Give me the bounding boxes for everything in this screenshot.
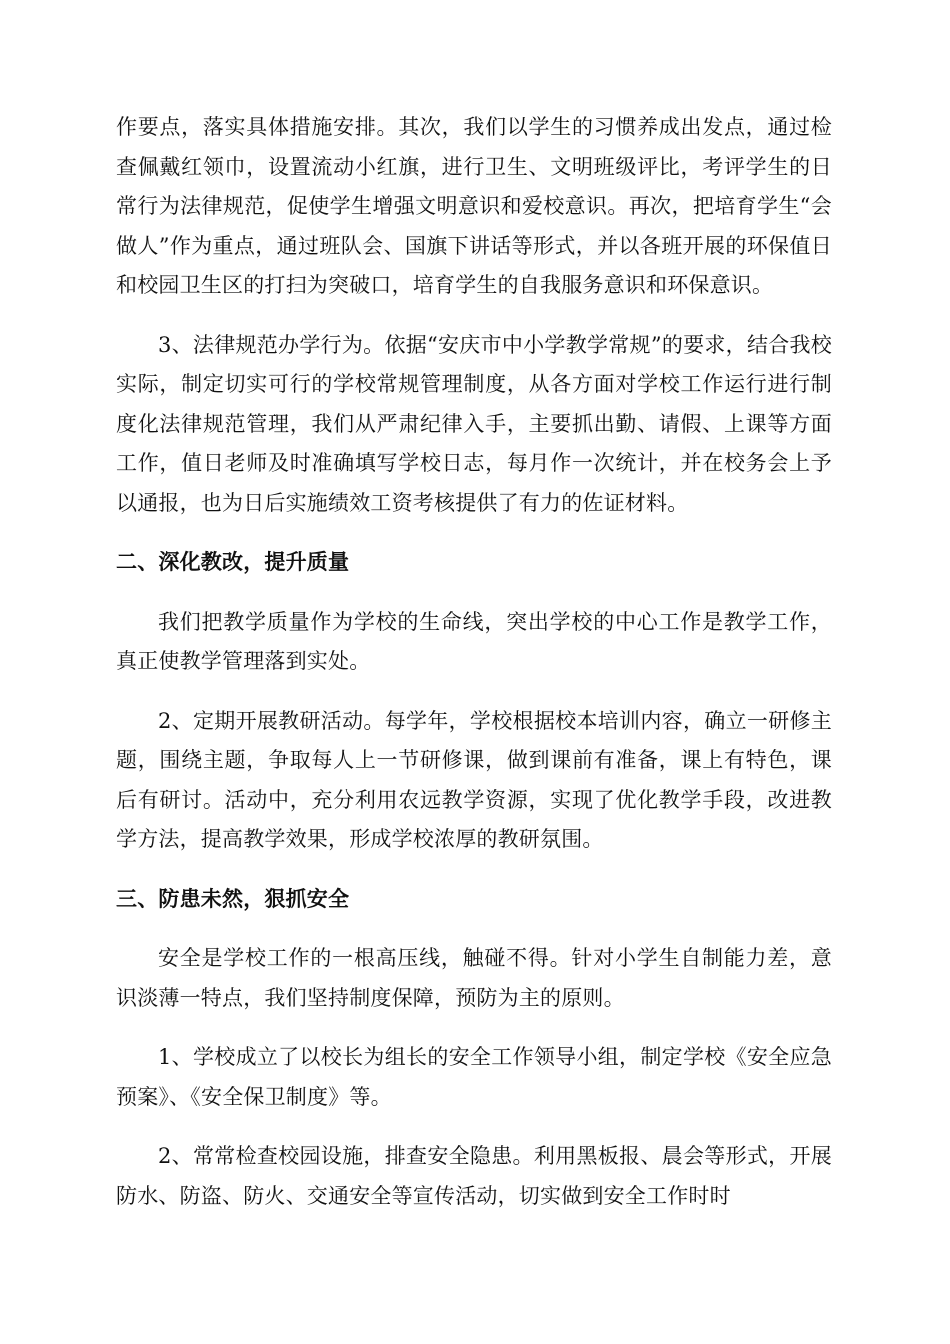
paragraph-standard-management: 3、法律规范办学行为。依据“安庆市中小学教学常规”的要求，结合我校实际，制定切实可行的学校常规管理制度，从各方面对学校工作运行进行制度化法律规范管理，我们从严肃纪律入手，主要抓出勤、请假、上课等方面工作，值日老师及时准确填写学校日志，每月作一次统计，并在校务会上予以通报，也为日后实施绩效工资考核提供了有力的佐证材料。	[116, 332, 832, 515]
paragraph-teaching-quality: 我们把教学质量作为学校的生命线，突出学校的中心工作是教学工作，真正使教学管理落到实处。	[116, 609, 832, 673]
section-heading-teaching-reform: 二、深化教改，提升质量	[116, 550, 350, 574]
paragraph-safety-group: 1、学校成立了以校长为组长的安全工作领导小组，制定学校《安全应急预案》、《安全保卫制度》等。	[116, 1045, 832, 1109]
paragraph-research-activities: 2、定期开展教研活动。每学年，学校根据校本培训内容，确立一研修主题，围绕主题，争取每人上一节研修课，做到课前有准备，课上有特色，课后有研讨。活动中，充分利用农远教学资源，实现了优化教学手段，改进教学方法，提高教学效果，形成学校浓厚的教研氛围。	[116, 708, 832, 851]
paragraph-safety-inspection: 2、常常检查校园设施，排查安全隐患。利用黑板报、晨会等形式，开展防水、防盗、防火、交通安全等宣传活动，切实做到安全工作时时	[116, 1144, 832, 1208]
paragraph-habits: 作要点，落实具体措施安排。其次，我们以学生的习惯养成出发点，通过检查佩戴红领巾，设置流动小红旗，进行卫生、文明班级评比，考评学生的日常行为法律规范，促使学生增强文明意识和爱校意识。再次，把培育学生“会做人”作为重点，通过班队会、国旗下讲话等形式，并以各班开展的环保值日和校园卫生区的打扫为突破口，培育学生的自我服务意识和环保意识。	[116, 115, 832, 297]
document-page	[116, 108, 832, 1236]
paragraph-safety-principle: 安全是学校工作的一根高压线，触碰不得。针对小学生自制能力差，意识淡薄一特点，我们坚持制度保障，预防为主的原则。	[116, 946, 832, 1010]
section-heading-safety: 三、防患未然，狠抓安全	[116, 886, 350, 911]
